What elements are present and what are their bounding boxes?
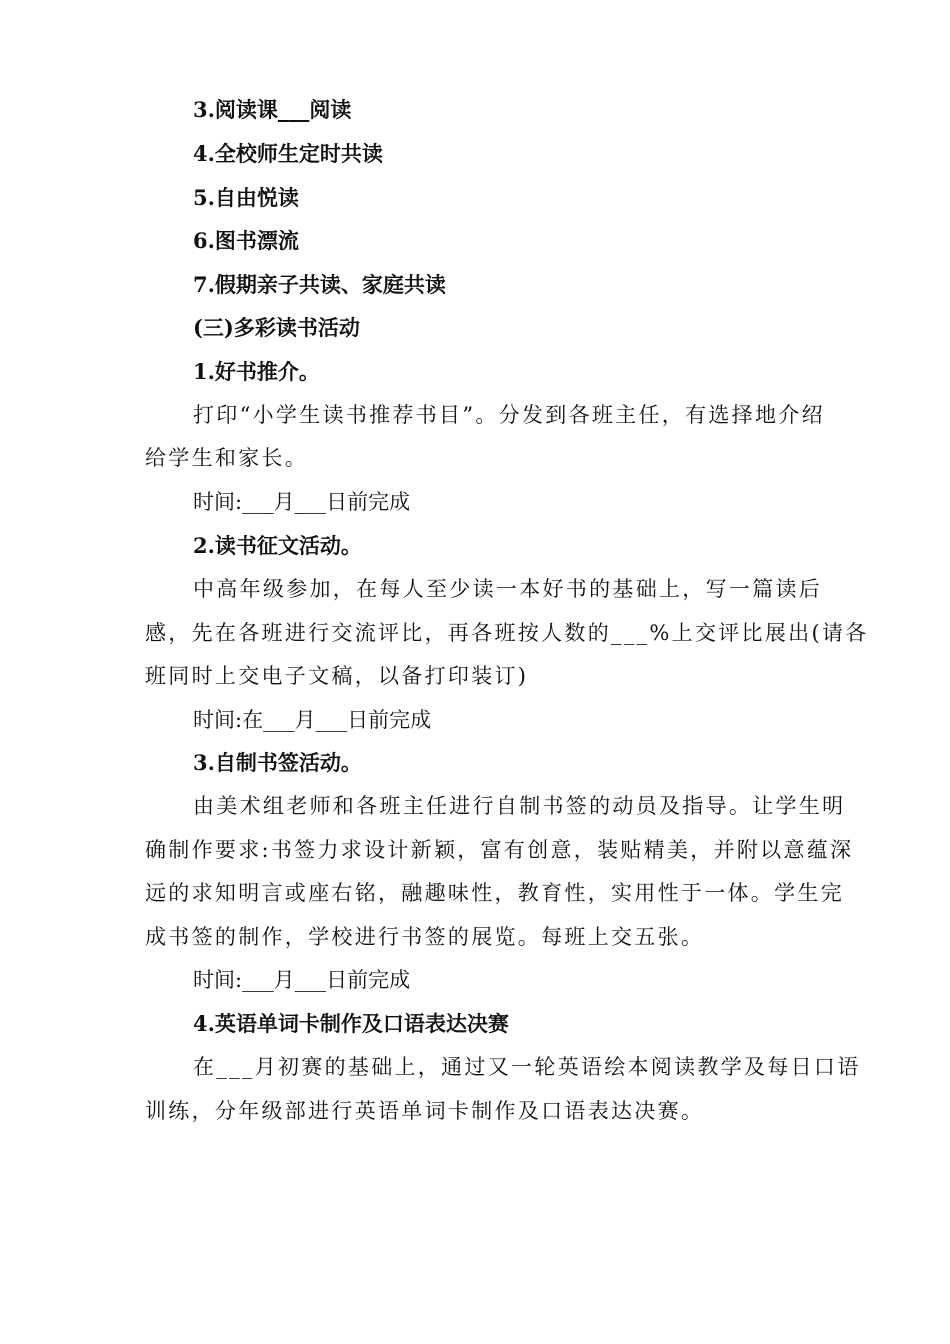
paragraph-line: 由美术组老师和各班主任进行自制书签的动员及指导。让学生明 [193,794,846,818]
paragraph-line: 打印“小学生读书推荐书目”。分发到各班主任，有选择地介绍 [193,403,825,427]
paragraph-line: 班同时上交电子文稿，以备打印装订) [145,664,529,688]
deadline-line: 时间:在___月___日前完成 [193,708,432,732]
paragraph-line: 在___月初赛的基础上，通过又一轮英语绘本阅读教学及每日口语 [193,1055,861,1079]
deadline-line: 时间:___月___日前完成 [193,968,411,992]
paragraph-line: 成书签的制作，学校进行书签的展览。每班上交五张。 [145,925,705,949]
subheading-english-word-cards: 4.英语单词卡制作及口语表达决赛 [193,1011,509,1036]
section-heading-reading-activities: (三)多彩读书活动 [193,315,360,340]
list-item-reading-class: 3.阅读课___阅读 [193,97,352,122]
paragraph-line: 训练，分年级部进行英语单词卡制作及口语表达决赛。 [145,1099,705,1123]
subheading-essay-contest: 2.读书征文活动。 [193,533,362,558]
list-item-free-reading: 5.自由悦读 [193,185,299,210]
list-item-book-drifting: 6.图书漂流 [193,228,299,253]
list-item-school-shared-reading: 4.全校师生定时共读 [193,141,383,166]
paragraph-line: 感，先在各班进行交流评比，再各班按人数的___%上交评比展出(请各 [145,621,869,645]
paragraph-line: 确制作要求:书签力求设计新颖，富有创意，装贴精美，并附以意蕴深 [145,838,854,862]
subheading-bookmark-activity: 3.自制书签活动。 [193,750,362,775]
paragraph-line: 给学生和家长。 [145,446,309,470]
subheading-book-recommendation: 1.好书推介。 [193,359,320,384]
list-item-holiday-family-reading: 7.假期亲子共读、家庭共读 [193,272,446,297]
paragraph-line: 远的求知明言或座右铭，融趣味性，教育性，实用性于一体。学生完 [145,881,844,905]
deadline-line: 时间:___月___日前完成 [193,490,411,514]
paragraph-line: 中高年级参加，在每人至少读一本好书的基础上，写一篇读后 [193,577,823,601]
